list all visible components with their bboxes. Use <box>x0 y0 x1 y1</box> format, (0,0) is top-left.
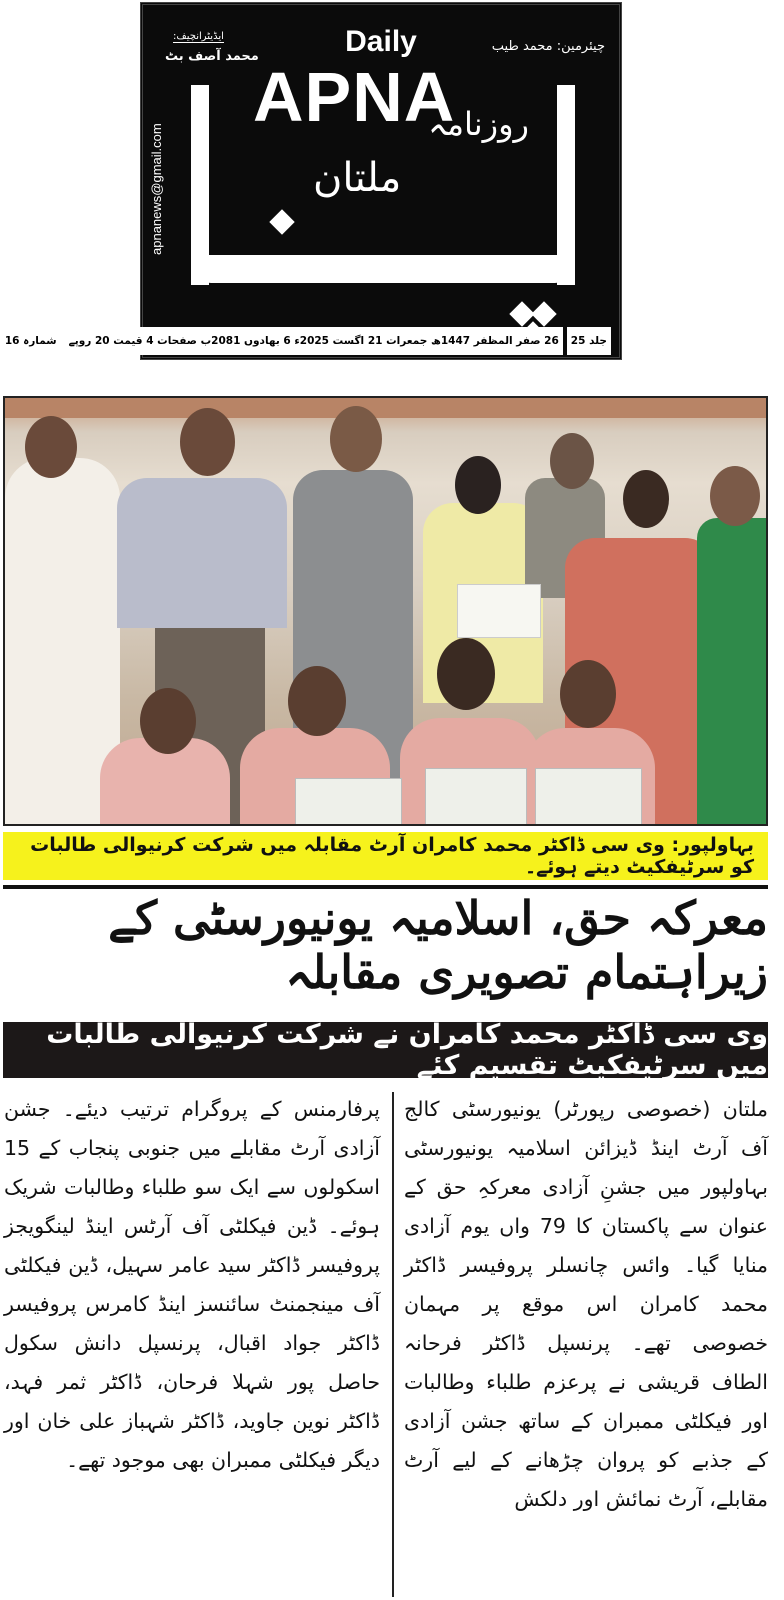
subheadline: وی سی ڈاکٹر محمد کامران نے شرکت کرنیوالی طالبات میں سرٹیفکیٹ تقسیم کئے <box>3 1022 768 1078</box>
person-head <box>455 456 501 514</box>
photo-caption: بہاولپور: وی سی ڈاکٹر محمد کامران آرٹ مقابلہ میں شرکت کرنیوالی طالبات کو سرٹیفکیٹ دیتے ہوئے۔ <box>3 832 768 880</box>
newspaper-masthead <box>4 2 622 360</box>
logo-dot <box>269 209 294 234</box>
person-checked-shirt <box>117 478 287 628</box>
masthead-email: apnanews@gmail.com <box>149 123 164 255</box>
masthead-rozname: روزنامہ <box>428 105 529 143</box>
volume-number: جلد 25 <box>567 327 611 355</box>
certificate <box>295 778 402 826</box>
certificate <box>535 768 642 826</box>
masthead-group: E-Media Group <box>327 267 435 284</box>
column-divider <box>392 1092 394 1597</box>
photo-backdrop <box>5 398 768 418</box>
masthead-editor-title: ایڈیٹرانچیف: <box>173 31 224 42</box>
headline: معرکہ حق، اسلامیہ یونیورسٹی کے زیراہتمام تصویری مقابلہ <box>108 891 768 999</box>
dateline: 26 صفر المظفر 1447ھ جمعرات 21 اگست 2025ء 6 بھادوں 2081ب صفحات 4 قیمت 20 روپے <box>65 327 563 355</box>
masthead-apna: APNA <box>253 58 456 136</box>
person-head <box>560 660 616 728</box>
person-green-dress <box>697 518 768 826</box>
masthead-info-strip <box>4 327 611 355</box>
article-column-right: ملتان (خصوصی رپورٹر) یونیورسٹی کالج آف آرٹ اینڈ ڈیزائن اسلامیہ یونیورسٹی بہاولپور میں جشنِ آزادی معرکہِ حق کے عنوان سے پاکستان کا 79 واں یوم آزادی منایا گیا۔ وائس چانسلر پروفیسر ڈاکٹر محمد کامران اس موقع پر مہمان خصوصی تھے۔ پرنسپل ڈاکٹر فرحانہ الطاف قریشی نے پرعزم طلباء وطالبات اور فیکلٹی ممبران کے ساتھ جشن آزادی کے جذبے کو پروان چڑھانے کے لیے آرٹ مقابلے، آرٹ نمائش اور دلکش <box>404 1097 768 1511</box>
masthead-city: ملتان <box>313 155 402 201</box>
news-photo <box>3 396 768 826</box>
divider-rule <box>3 885 768 889</box>
person-head <box>140 688 196 754</box>
person-head <box>623 470 669 528</box>
article-column-left: پرفارمنس کے پروگرام ترتیب دیئے۔ جشن آزادی آرٹ مقابلے میں جنوبی پنجاب کے 15 اسکولوں سے ایک سو طلباء وطالبات شریک ہوئے۔ ڈین فیکلٹی آف آرٹس اینڈ لینگویجز پروفیسر ڈاکٹر سید عامر سہیل، ڈین فیکلٹی آف مینجمنٹ سائنسز اینڈ کامرس پروفیسر ڈاکٹر جواد اقبال، پرنسپل دانش سکول حاصل پور شہلا فرحان، ڈاکٹر ثمر فہد، ڈاکٹر نوین جاوید، ڈاکٹر شہباز علی خان اور دیگر فیکلٹی ممبران بھی موجود تھے۔ <box>4 1097 380 1472</box>
person-head <box>25 416 77 478</box>
person-head <box>437 638 495 710</box>
person-head <box>288 666 346 736</box>
person-head <box>180 408 235 476</box>
masthead-daily: Daily <box>345 25 417 58</box>
person-head <box>330 406 382 472</box>
person-head <box>710 466 760 526</box>
person-head <box>550 433 594 489</box>
issue-number: شمارہ 16 <box>1 327 61 355</box>
certificate <box>425 768 527 826</box>
certificate <box>457 584 541 638</box>
masthead-chairman: چیئرمین: محمد طیب <box>491 39 605 54</box>
masthead-editor-name: محمد آصف بٹ <box>165 49 259 64</box>
